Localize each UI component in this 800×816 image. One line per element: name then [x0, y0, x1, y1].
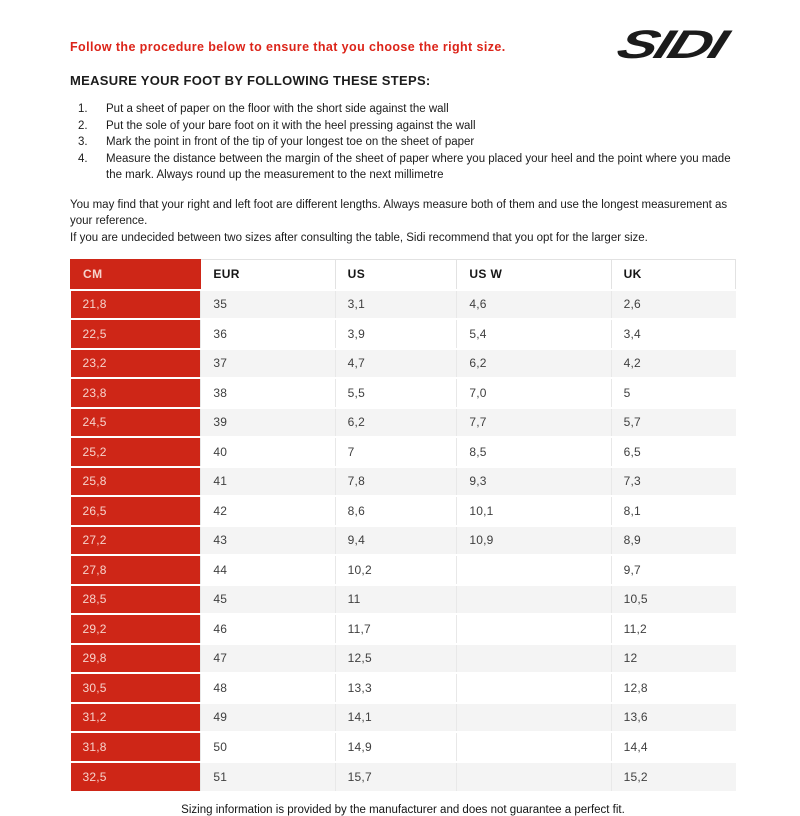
size-table-body [71, 290, 736, 792]
cell: 7,8 [335, 467, 457, 497]
cell: 9,4 [335, 526, 457, 556]
cell: 37 [201, 349, 335, 379]
table-row [71, 290, 736, 320]
cell: 14,1 [335, 703, 457, 733]
table-row [71, 378, 736, 408]
cell-cm: 23,8 [71, 378, 201, 408]
cell: 14,4 [611, 732, 735, 762]
cell: 8,6 [335, 496, 457, 526]
cell: 8,5 [457, 437, 611, 467]
cell: 39 [201, 408, 335, 438]
table-row [71, 437, 736, 467]
table-row [71, 526, 736, 556]
cell: 15,2 [611, 762, 735, 792]
table-row [71, 585, 736, 615]
table-row [71, 644, 736, 674]
column-header-us-w: US W [457, 260, 611, 290]
measure-steps [70, 101, 736, 184]
cell [457, 614, 611, 644]
cell: 51 [201, 762, 335, 792]
table-row [71, 408, 736, 438]
cell: 11 [335, 585, 457, 615]
table-row [71, 467, 736, 497]
cell-cm: 28,5 [71, 585, 201, 615]
cell-cm: 27,8 [71, 555, 201, 585]
cell-cm: 31,2 [71, 703, 201, 733]
header-row [71, 260, 736, 290]
cell [457, 673, 611, 703]
cell-cm: 32,5 [71, 762, 201, 792]
column-header-uk: UK [611, 260, 735, 290]
cell: 8,1 [611, 496, 735, 526]
cell: 12 [611, 644, 735, 674]
cell-cm: 29,2 [71, 614, 201, 644]
notes-block [70, 197, 736, 247]
cell: 7,7 [457, 408, 611, 438]
cell-cm: 24,5 [71, 408, 201, 438]
cell: 5,5 [335, 378, 457, 408]
cell: 13,3 [335, 673, 457, 703]
cell [457, 762, 611, 792]
cell: 9,7 [611, 555, 735, 585]
cell: 15,7 [335, 762, 457, 792]
column-header-us: US [335, 260, 457, 290]
note-larger-size: If you are undecided between two sizes after consulting the table, Sidi recommend that you opt for the larger size. [70, 231, 648, 244]
cell-cm: 30,5 [71, 673, 201, 703]
cell: 40 [201, 437, 335, 467]
cell: 5 [611, 378, 735, 408]
cell [457, 703, 611, 733]
cell-cm: 26,5 [71, 496, 201, 526]
cell: 8,9 [611, 526, 735, 556]
cell: 48 [201, 673, 335, 703]
cell: 14,9 [335, 732, 457, 762]
sidi-logo-graphic [608, 20, 764, 68]
cell: 5,4 [457, 319, 611, 349]
cell: 10,2 [335, 555, 457, 585]
cell: 11,2 [611, 614, 735, 644]
cell: 5,7 [611, 408, 735, 438]
measure-step: Measure the distance between the margin of the sheet of paper where you placed your heel and the point where you made the mark. Always round up the measurement to the next millimetre [106, 152, 731, 181]
svg-text:SIDI: SIDI [611, 22, 732, 68]
table-row [71, 555, 736, 585]
cell: 44 [201, 555, 335, 585]
note-measure-both: You may find that your right and left foot are different lengths. Always measure both of them and use the longest measurement as your reference. [70, 198, 728, 227]
measure-step: Put the sole of your bare foot on it with the heel pressing against the wall [106, 119, 476, 132]
cell: 3,1 [335, 290, 457, 320]
cell-cm: 23,2 [71, 349, 201, 379]
cell: 7,3 [611, 467, 735, 497]
cell: 47 [201, 644, 335, 674]
cell: 38 [201, 378, 335, 408]
cell: 50 [201, 732, 335, 762]
cell-cm: 29,8 [71, 644, 201, 674]
cell-cm: 27,2 [71, 526, 201, 556]
cell: 13,6 [611, 703, 735, 733]
cell: 10,5 [611, 585, 735, 615]
table-row [71, 319, 736, 349]
cell: 3,4 [611, 319, 735, 349]
cell: 10,9 [457, 526, 611, 556]
table-row [71, 732, 736, 762]
cell: 4,2 [611, 349, 735, 379]
cell: 10,1 [457, 496, 611, 526]
cell [457, 732, 611, 762]
cell: 4,6 [457, 290, 611, 320]
warning-text: Follow the procedure below to ensure that you choose the right size. [70, 40, 506, 54]
cell: 6,5 [611, 437, 735, 467]
cell: 6,2 [335, 408, 457, 438]
measure-heading: MEASURE YOUR FOOT BY FOLLOWING THESE STEPS: [70, 73, 431, 88]
cell: 42 [201, 496, 335, 526]
size-table-head [71, 260, 736, 290]
cell: 3,9 [335, 319, 457, 349]
cell: 7,0 [457, 378, 611, 408]
cell: 12,8 [611, 673, 735, 703]
cell: 9,3 [457, 467, 611, 497]
cell: 12,5 [335, 644, 457, 674]
cell-cm: 21,8 [71, 290, 201, 320]
cell: 4,7 [335, 349, 457, 379]
cell: 43 [201, 526, 335, 556]
cell-cm: 25,2 [71, 437, 201, 467]
table-row [71, 703, 736, 733]
disclaimer-text: Sizing information is provided by the manufacturer and does not guarantee a perfect fit. [181, 804, 625, 816]
size-table [70, 259, 736, 791]
cell: 36 [201, 319, 335, 349]
cell [457, 644, 611, 674]
cell: 7 [335, 437, 457, 467]
cell [457, 585, 611, 615]
cell: 6,2 [457, 349, 611, 379]
cell: 35 [201, 290, 335, 320]
cell: 46 [201, 614, 335, 644]
cell-cm: 22,5 [71, 319, 201, 349]
table-row [71, 496, 736, 526]
table-row [71, 614, 736, 644]
cell: 2,6 [611, 290, 735, 320]
cell [457, 555, 611, 585]
table-row [71, 673, 736, 703]
cell: 41 [201, 467, 335, 497]
column-header-eur: EUR [201, 260, 335, 290]
measure-step: Mark the point in front of the tip of your longest toe on the sheet of paper [106, 136, 475, 148]
table-row [71, 349, 736, 379]
cell: 45 [201, 585, 335, 615]
measure-step: Put a sheet of paper on the floor with the short side against the wall [106, 103, 449, 115]
sidi-logo [608, 20, 764, 68]
column-header-cm: CM [71, 260, 201, 290]
cell-cm: 31,8 [71, 732, 201, 762]
table-row [71, 762, 736, 792]
cell: 11,7 [335, 614, 457, 644]
cell: 49 [201, 703, 335, 733]
cell-cm: 25,8 [71, 467, 201, 497]
